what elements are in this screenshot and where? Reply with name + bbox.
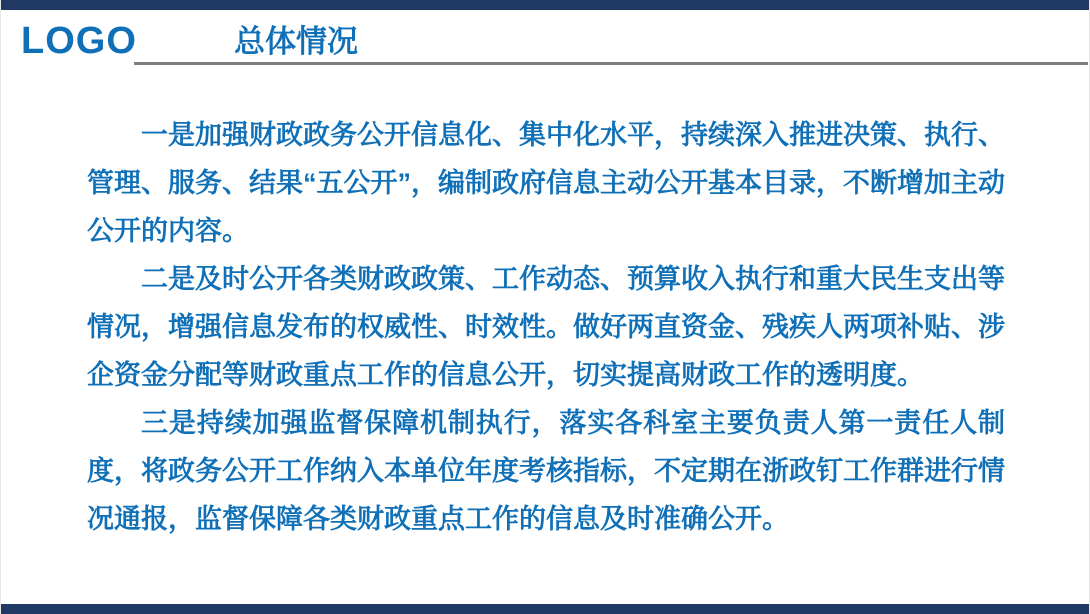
body-text-block <box>87 111 1005 543</box>
bottom-accent-bar <box>1 604 1089 614</box>
paragraph-two: 二是及时公开各类财政政策、工作动态、预算收入执行和重大民生支出等情况，增强信息发布的权威性、时效性。做好两直资金、残疾人两项补贴、涉企资金分配等财政重点工作的信息公开，切实提高财政工作的透明度。 <box>87 264 1005 390</box>
paragraph-one: 一是加强财政政务公开信息化、集中化水平，持续深入推进决策、执行、管理、服务、结果“五公开”，编制政府信息主动公开基本目录，不断增加主动公开的内容。 <box>87 120 1005 246</box>
top-accent-bar <box>1 0 1089 10</box>
page-title: 总体情况 <box>234 24 358 59</box>
logo-text: LOGO <box>21 20 137 62</box>
header-rule-divider <box>134 62 1088 65</box>
paragraph-three: 三是持续加强监督保障机制执行，落实各科室主要负责人第一责任人制度，将政务公开工作纳入本单位年度考核指标，不定期在浙政钉工作群进行情况通报，监督保障各类财政重点工作的信息及时准确公开。 <box>87 408 1005 534</box>
